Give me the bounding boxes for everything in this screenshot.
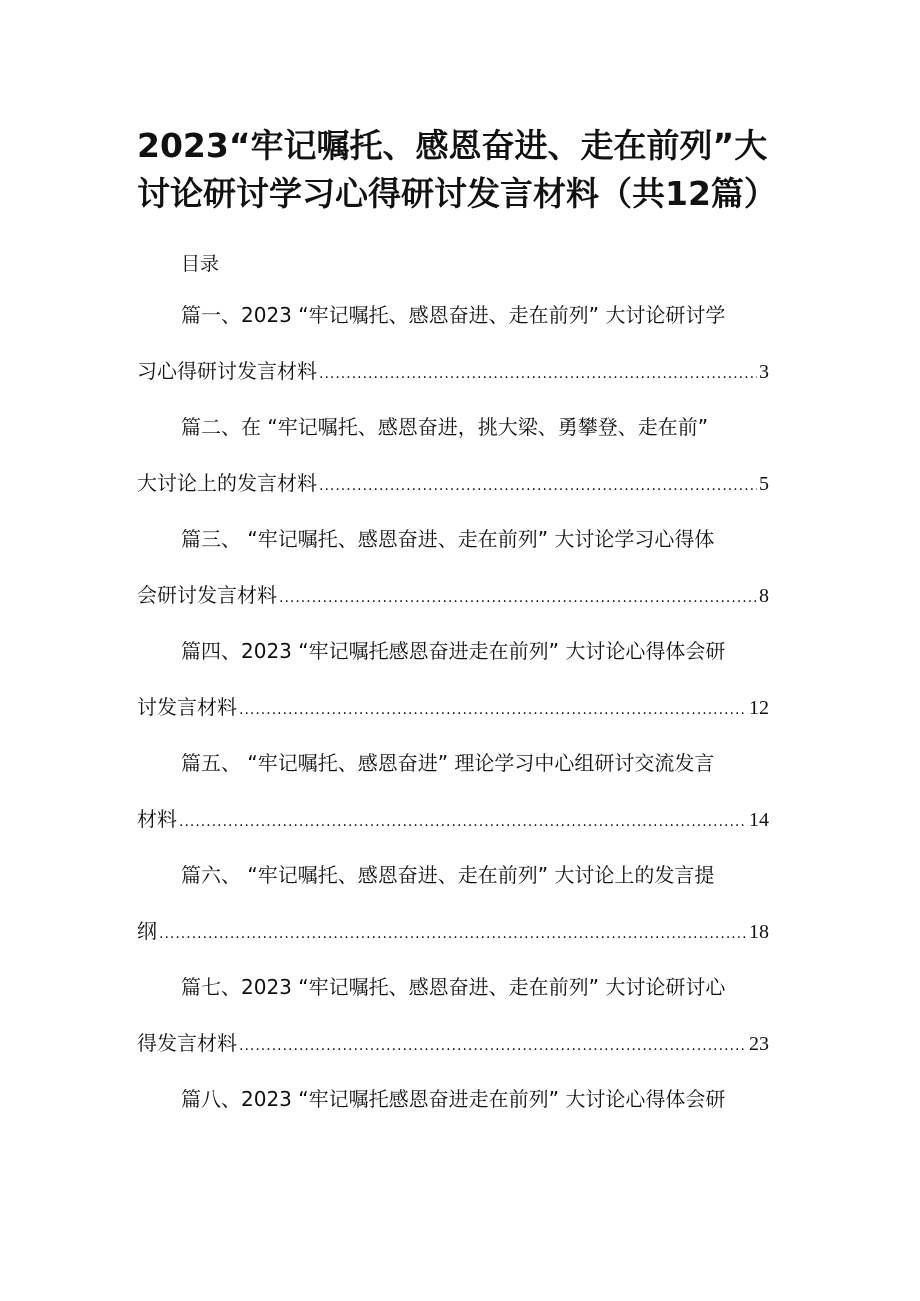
toc-leader-dots [239,1031,747,1061]
toc-entry-title-cont: 讨发言材料 [137,695,237,719]
toc-entry-title-cont: 大讨论上的发言材料 [137,471,317,495]
toc-entry-title: 篇一、2023 “牢记嘱托、感恩奋进、走在前列” 大讨论研讨学 [181,303,726,327]
toc-heading: 目录 [181,253,220,275]
toc-entry-title-cont: 习心得研讨发言材料 [137,359,317,383]
toc-leader-dots [159,919,747,949]
toc-entry-title-cont: 材料 [137,807,177,831]
toc-leader-dots [319,359,757,389]
toc-leader-dots [239,695,747,725]
toc-page-number: 14 [749,809,769,831]
toc-entry-title: 篇五、 “牢记嘱托、感恩奋进” 理论学习中心组研讨交流发言 [181,751,715,775]
toc-page-number: 23 [749,1033,769,1055]
document-title: 2023“牢记嘱托、感恩奋进、走在前列”大讨论研讨学习心得研讨发言材料（共12篇） [137,126,777,213]
toc-leader-dots [179,807,747,837]
toc-leader-dots [319,471,757,501]
toc-entry-title-cont: 纲 [137,919,157,943]
toc-page-number: 12 [749,697,769,719]
toc-entry-title: 篇四、2023 “牢记嘱托感恩奋进走在前列” 大讨论心得体会研 [181,639,726,663]
toc-leader-dots [279,583,757,613]
toc-entry-title-cont: 会研讨发言材料 [137,583,277,607]
toc-entry-title: 篇六、 “牢记嘱托、感恩奋进、走在前列” 大讨论上的发言提 [181,863,715,887]
toc-page-number: 5 [759,473,769,495]
toc-page-number: 18 [749,921,769,943]
toc-entry-title: 篇三、 “牢记嘱托、感恩奋进、走在前列” 大讨论学习心得体 [181,527,715,551]
toc-page-number: 3 [759,361,769,383]
toc-entry-title: 篇八、2023 “牢记嘱托感恩奋进走在前列” 大讨论心得体会研 [181,1087,726,1111]
toc-entry-title: 篇二、在 “牢记嘱托、感恩奋进，挑大梁、勇攀登、走在前” [181,415,709,439]
toc-entry-title-cont: 得发言材料 [137,1031,237,1055]
toc-page-number: 8 [759,585,769,607]
toc-entry-title: 篇七、2023 “牢记嘱托、感恩奋进、走在前列” 大讨论研讨心 [181,975,726,999]
